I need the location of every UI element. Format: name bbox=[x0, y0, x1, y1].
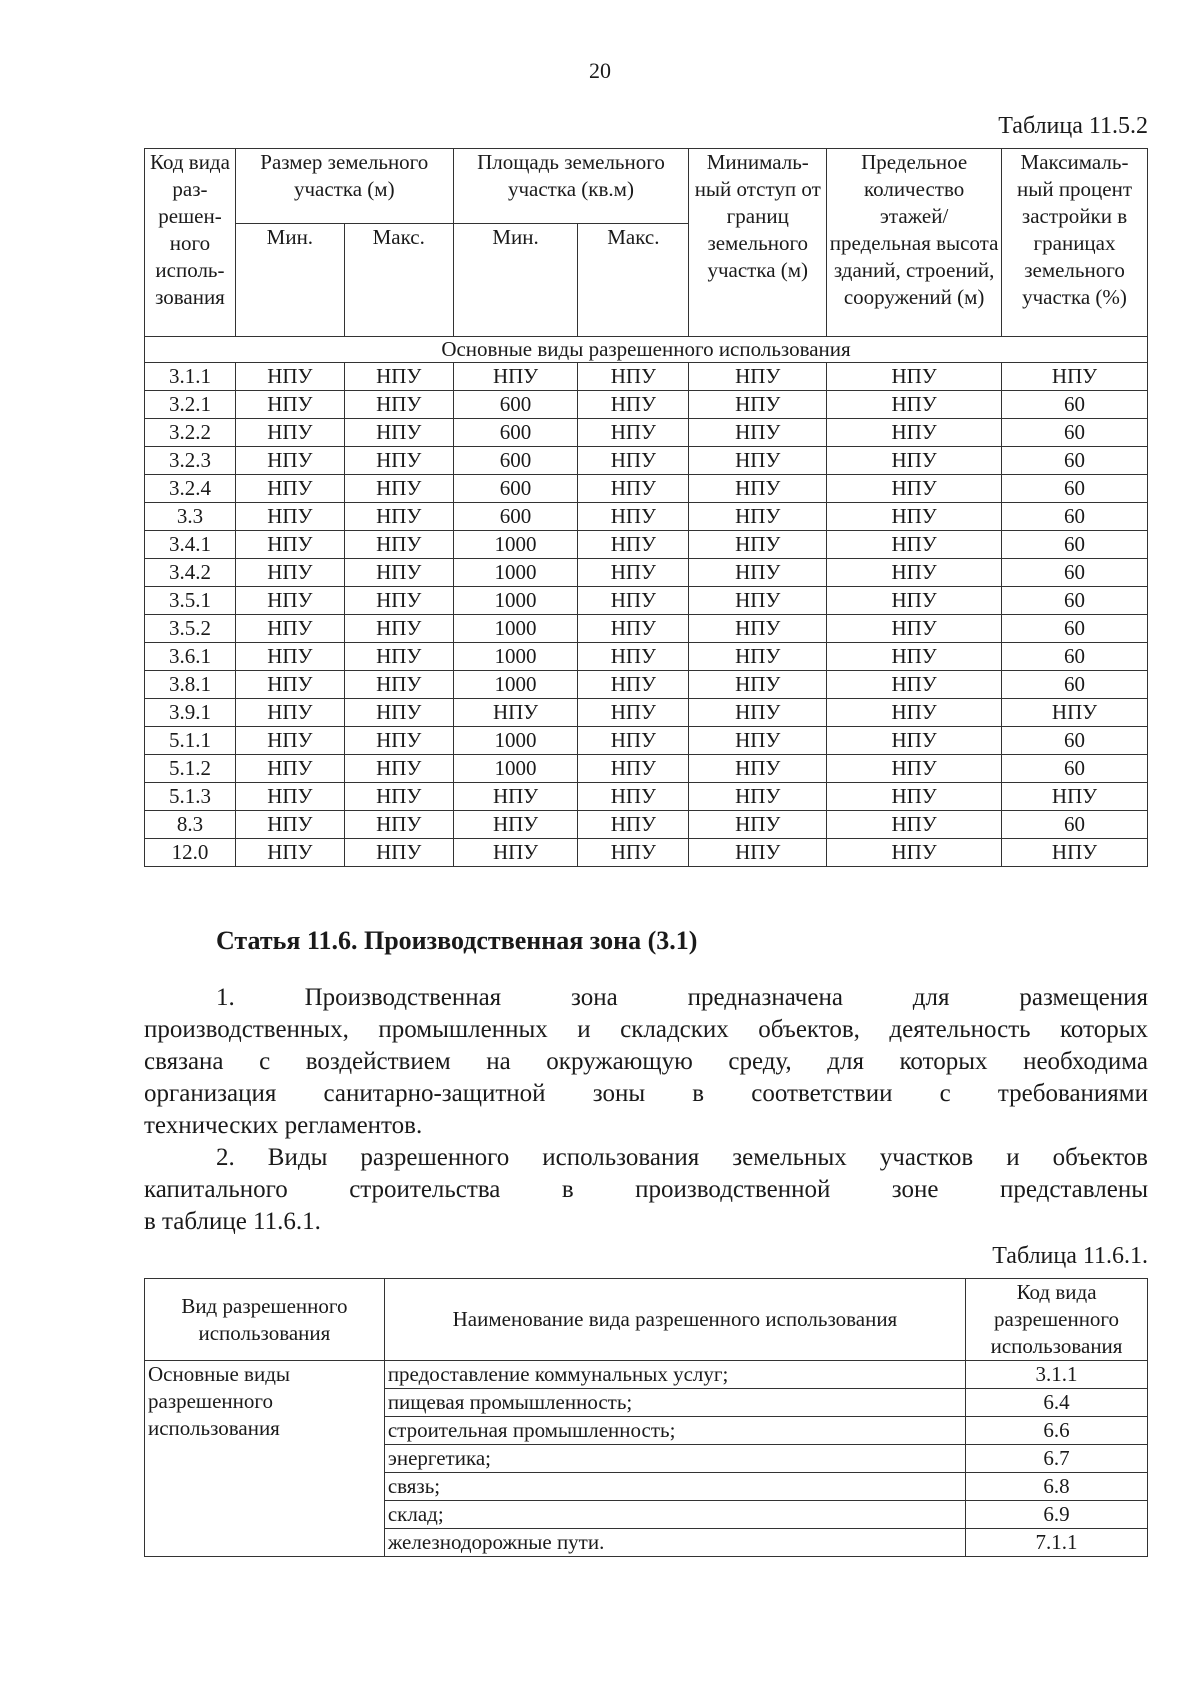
table-cell: НПУ bbox=[453, 839, 578, 867]
table-cell: НПУ bbox=[344, 839, 453, 867]
table-cell: НПУ bbox=[453, 699, 578, 727]
paragraph-line: связана с воздействием на окружающую среду, для которых необходима bbox=[144, 1048, 1148, 1075]
table-cell: НПУ bbox=[235, 699, 344, 727]
table-cell: 5.1.2 bbox=[145, 755, 236, 783]
use-code-cell: 7.1.1 bbox=[966, 1529, 1148, 1557]
header-size-min: Мин. bbox=[235, 224, 344, 337]
table-row bbox=[145, 447, 1148, 475]
paragraph-line: производственных, промышленных и складских объектов, деятельность которых bbox=[144, 1016, 1148, 1043]
use-name-cell: железнодорожные пути. bbox=[384, 1529, 965, 1557]
use-code-cell: 6.7 bbox=[966, 1445, 1148, 1473]
table-cell: 60 bbox=[1002, 475, 1148, 503]
table-cell: НПУ bbox=[827, 587, 1002, 615]
table-cell: НПУ bbox=[235, 587, 344, 615]
use-name-cell: предоставление коммунальных услуг; bbox=[384, 1361, 965, 1389]
table-cell: НПУ bbox=[827, 475, 1002, 503]
table-cell: 1000 bbox=[453, 615, 578, 643]
table-cell: 60 bbox=[1002, 531, 1148, 559]
table-cell: НПУ bbox=[235, 391, 344, 419]
table-cell: НПУ bbox=[1002, 783, 1148, 811]
table-cell: 3.2.3 bbox=[145, 447, 236, 475]
table-cell: 1000 bbox=[453, 643, 578, 671]
table-cell: НПУ bbox=[235, 419, 344, 447]
table-cell: 60 bbox=[1002, 727, 1148, 755]
table-row bbox=[145, 615, 1148, 643]
table-cell: НПУ bbox=[344, 699, 453, 727]
table-cell: НПУ bbox=[689, 811, 827, 839]
table-cell: 8.3 bbox=[145, 811, 236, 839]
table-cell: НПУ bbox=[578, 559, 689, 587]
table-cell: НПУ bbox=[578, 615, 689, 643]
table-cell: 3.2.1 bbox=[145, 391, 236, 419]
table-cell: НПУ bbox=[827, 559, 1002, 587]
table-cell: НПУ bbox=[689, 531, 827, 559]
header-floors: Предельное количество этажей/ предельная высота зданий, строений, сооружений (м) bbox=[827, 149, 1002, 337]
group-label: Основные виды разрешенного использования bbox=[145, 1361, 385, 1557]
table-cell: 3.6.1 bbox=[145, 643, 236, 671]
table-cell: НПУ bbox=[578, 783, 689, 811]
table-cell: НПУ bbox=[235, 531, 344, 559]
table-cell: НПУ bbox=[235, 615, 344, 643]
table-row bbox=[145, 587, 1148, 615]
use-code-cell: 3.1.1 bbox=[966, 1361, 1148, 1389]
table-row bbox=[145, 643, 1148, 671]
table-cell: 3.5.1 bbox=[145, 587, 236, 615]
paragraph-line: в таблице 11.6.1. bbox=[144, 1208, 321, 1235]
table-cell: НПУ bbox=[344, 587, 453, 615]
article-title: Статья 11.6. Производственная зона (3.1) bbox=[216, 926, 698, 955]
table-cell: НПУ bbox=[827, 811, 1002, 839]
table-cell: НПУ bbox=[235, 811, 344, 839]
table-cell: НПУ bbox=[689, 503, 827, 531]
table-cell: 60 bbox=[1002, 391, 1148, 419]
use-name-cell: пищевая промышленность; bbox=[384, 1389, 965, 1417]
table-cell: НПУ bbox=[235, 727, 344, 755]
table-cell: НПУ bbox=[235, 755, 344, 783]
table-cell: НПУ bbox=[235, 643, 344, 671]
header-area-max: Макс. bbox=[578, 224, 689, 337]
page-number: 20 bbox=[589, 58, 611, 83]
table-cell: 3.9.1 bbox=[145, 699, 236, 727]
table-cell: НПУ bbox=[689, 615, 827, 643]
table-cell: НПУ bbox=[344, 391, 453, 419]
table-cell: 3.4.1 bbox=[145, 531, 236, 559]
header-code: Код вида раз- решен- ного исполь- зования bbox=[145, 149, 236, 337]
table-cell: 3.5.2 bbox=[145, 615, 236, 643]
table-cell: НПУ bbox=[1002, 699, 1148, 727]
header-kind: Вид разрешенного использования bbox=[145, 1279, 385, 1361]
table-cell: 60 bbox=[1002, 755, 1148, 783]
paragraph-line: 2. Виды разрешенного использования земельных участков и объектов bbox=[216, 1144, 1148, 1171]
table-cell: 1000 bbox=[453, 727, 578, 755]
table-cell: НПУ bbox=[689, 783, 827, 811]
table-cell: НПУ bbox=[235, 783, 344, 811]
table-cell: НПУ bbox=[578, 447, 689, 475]
paragraph-line: капитального строительства в производственной зоне представлены bbox=[144, 1176, 1148, 1203]
table-cell: НПУ bbox=[578, 363, 689, 391]
table-row bbox=[145, 391, 1148, 419]
table-cell: НПУ bbox=[453, 811, 578, 839]
table-row bbox=[145, 671, 1148, 699]
table-cell: 3.2.4 bbox=[145, 475, 236, 503]
header-setback: Минималь- ный отступ от границ земельного участка (м) bbox=[689, 149, 827, 337]
table-cell: 600 bbox=[453, 391, 578, 419]
table-cell: НПУ bbox=[689, 671, 827, 699]
table-cell: 3.8.1 bbox=[145, 671, 236, 699]
table-cell: НПУ bbox=[453, 783, 578, 811]
table-cell: НПУ bbox=[578, 391, 689, 419]
table-cell: НПУ bbox=[689, 419, 827, 447]
paragraph-line: организация санитарно-защитной зоны в соответствии с требованиями bbox=[144, 1080, 1148, 1107]
table-cell: 1000 bbox=[453, 587, 578, 615]
paragraph-2 bbox=[144, 1142, 1148, 1238]
table-cell: НПУ bbox=[689, 755, 827, 783]
table-cell: НПУ bbox=[235, 475, 344, 503]
table-cell: НПУ bbox=[235, 559, 344, 587]
table-cell: 60 bbox=[1002, 559, 1148, 587]
table-row bbox=[145, 531, 1148, 559]
table-cell: НПУ bbox=[235, 363, 344, 391]
table-cell: НПУ bbox=[344, 363, 453, 391]
header-percent: Максималь- ный процент застройки в границах земельного участка (%) bbox=[1002, 149, 1148, 337]
table-cell: НПУ bbox=[827, 699, 1002, 727]
table-cell: 1000 bbox=[453, 531, 578, 559]
paragraph-line: технических регламентов. bbox=[144, 1112, 423, 1139]
table-cell: НПУ bbox=[1002, 363, 1148, 391]
table-cell: НПУ bbox=[827, 447, 1002, 475]
table-cell: 60 bbox=[1002, 587, 1148, 615]
table-cell: НПУ bbox=[453, 363, 578, 391]
table-cell: НПУ bbox=[344, 447, 453, 475]
table-cell: НПУ bbox=[344, 811, 453, 839]
table-cell: НПУ bbox=[689, 363, 827, 391]
table-cell: 3.3 bbox=[145, 503, 236, 531]
table-row bbox=[145, 783, 1148, 811]
use-code-cell: 6.8 bbox=[966, 1473, 1148, 1501]
table-row bbox=[145, 363, 1148, 391]
table-cell: НПУ bbox=[827, 363, 1002, 391]
table-cell: НПУ bbox=[827, 671, 1002, 699]
header-area-min: Мин. bbox=[453, 224, 578, 337]
table-row bbox=[145, 475, 1148, 503]
table-row bbox=[145, 503, 1148, 531]
table-cell: НПУ bbox=[344, 475, 453, 503]
table-cell: НПУ bbox=[578, 643, 689, 671]
table-cell: 60 bbox=[1002, 447, 1148, 475]
paragraph-line: 1. Производственная зона предназначена для размещения bbox=[216, 984, 1148, 1011]
table-cell: НПУ bbox=[344, 531, 453, 559]
table-cell: НПУ bbox=[1002, 839, 1148, 867]
table-cell: НПУ bbox=[689, 447, 827, 475]
table-cell: НПУ bbox=[689, 559, 827, 587]
table-cell: НПУ bbox=[827, 755, 1002, 783]
table-cell: НПУ bbox=[689, 727, 827, 755]
use-name-cell: склад; bbox=[384, 1501, 965, 1529]
table-cell: НПУ bbox=[827, 391, 1002, 419]
table-cell: НПУ bbox=[344, 727, 453, 755]
table-cell: НПУ bbox=[235, 447, 344, 475]
table-cell: 60 bbox=[1002, 671, 1148, 699]
header-name: Наименование вида разрешенного использования bbox=[384, 1279, 965, 1361]
table-cell: НПУ bbox=[578, 419, 689, 447]
table-cell: НПУ bbox=[344, 643, 453, 671]
table-cell: 5.1.1 bbox=[145, 727, 236, 755]
use-code-cell: 6.4 bbox=[966, 1389, 1148, 1417]
table-cell: НПУ bbox=[578, 531, 689, 559]
table-cell: НПУ bbox=[827, 643, 1002, 671]
table-cell: НПУ bbox=[344, 755, 453, 783]
table-cell: НПУ bbox=[689, 643, 827, 671]
table-cell: НПУ bbox=[344, 503, 453, 531]
table-cell: НПУ bbox=[578, 671, 689, 699]
table-cell: НПУ bbox=[578, 755, 689, 783]
use-name-cell: связь; bbox=[384, 1473, 965, 1501]
table-cell: НПУ bbox=[578, 475, 689, 503]
table-cell: НПУ bbox=[344, 559, 453, 587]
table-cell: НПУ bbox=[827, 615, 1002, 643]
table-cell: 3.1.1 bbox=[145, 363, 236, 391]
table-row bbox=[145, 419, 1148, 447]
table-cell: 60 bbox=[1002, 419, 1148, 447]
table-cell: НПУ bbox=[827, 839, 1002, 867]
table-cell: НПУ bbox=[235, 839, 344, 867]
table-row bbox=[145, 811, 1148, 839]
table-cell: НПУ bbox=[689, 839, 827, 867]
table-row bbox=[145, 727, 1148, 755]
table-cell: 600 bbox=[453, 419, 578, 447]
table-cell: НПУ bbox=[578, 699, 689, 727]
table-cell: 1000 bbox=[453, 755, 578, 783]
table-cell: НПУ bbox=[689, 475, 827, 503]
table-cell: НПУ bbox=[344, 671, 453, 699]
table-cell: НПУ bbox=[578, 811, 689, 839]
paragraph-1 bbox=[144, 982, 1148, 1142]
table-cell: 60 bbox=[1002, 615, 1148, 643]
table-cell: НПУ bbox=[344, 783, 453, 811]
table-row bbox=[145, 755, 1148, 783]
table-cell: НПУ bbox=[578, 503, 689, 531]
zoning-parameters-table bbox=[144, 148, 1148, 867]
table-cell: НПУ bbox=[689, 391, 827, 419]
use-code-cell: 6.9 bbox=[966, 1501, 1148, 1529]
table-cell: НПУ bbox=[578, 727, 689, 755]
table-cell: НПУ bbox=[827, 783, 1002, 811]
table-cell: 60 bbox=[1002, 643, 1148, 671]
table-cell: НПУ bbox=[235, 671, 344, 699]
table-cell: 1000 bbox=[453, 559, 578, 587]
table-cell: НПУ bbox=[344, 615, 453, 643]
table-cell: НПУ bbox=[578, 587, 689, 615]
table-cell: 600 bbox=[453, 447, 578, 475]
table-caption: Таблица 11.5.2 bbox=[998, 113, 1148, 139]
table-cell: НПУ bbox=[578, 839, 689, 867]
table-cell: 1000 bbox=[453, 671, 578, 699]
table-cell: 5.1.3 bbox=[145, 783, 236, 811]
use-name-cell: строительная промышленность; bbox=[384, 1417, 965, 1445]
table-row bbox=[145, 699, 1148, 727]
table-cell: НПУ bbox=[827, 419, 1002, 447]
header-size: Размер земельного участка (м) bbox=[235, 149, 453, 224]
table-caption-2: Таблица 11.6.1. bbox=[992, 1243, 1148, 1269]
table-cell: НПУ bbox=[827, 727, 1002, 755]
table-cell: 60 bbox=[1002, 503, 1148, 531]
use-name-cell: энергетика; bbox=[384, 1445, 965, 1473]
header-area: Площадь земельного участка (кв.м) bbox=[453, 149, 689, 224]
table-row bbox=[145, 839, 1148, 867]
header-code: Код вида разрешенного использования bbox=[966, 1279, 1148, 1361]
production-zone-uses-table bbox=[144, 1278, 1148, 1557]
table-cell: 12.0 bbox=[145, 839, 236, 867]
table-cell: НПУ bbox=[344, 419, 453, 447]
section-label: Основные виды разрешенного использования bbox=[145, 337, 1148, 363]
use-code-cell: 6.6 bbox=[966, 1417, 1148, 1445]
table-cell: 3.4.2 bbox=[145, 559, 236, 587]
header-size-max: Макс. bbox=[344, 224, 453, 337]
table-cell: 600 bbox=[453, 475, 578, 503]
table-cell: НПУ bbox=[689, 699, 827, 727]
table-row bbox=[145, 559, 1148, 587]
table-cell: НПУ bbox=[689, 587, 827, 615]
table-cell: 60 bbox=[1002, 811, 1148, 839]
table-cell: НПУ bbox=[235, 503, 344, 531]
table-cell: 3.2.2 bbox=[145, 419, 236, 447]
table-cell: НПУ bbox=[827, 531, 1002, 559]
table-row bbox=[145, 1361, 1148, 1389]
table-cell: 600 bbox=[453, 503, 578, 531]
table-cell: НПУ bbox=[827, 503, 1002, 531]
